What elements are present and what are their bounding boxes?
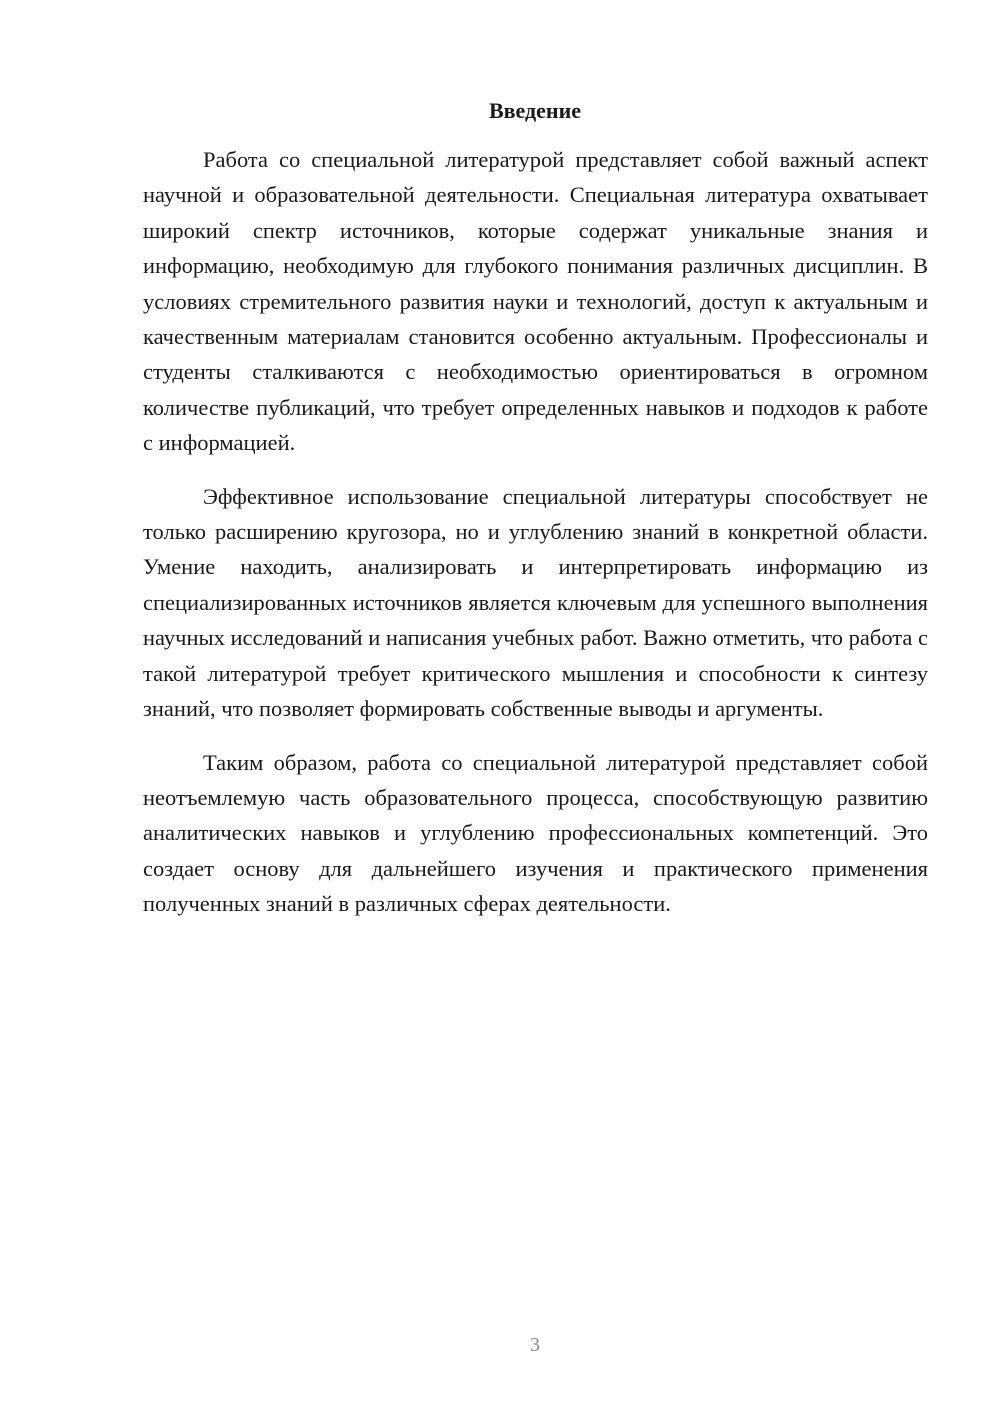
paragraph-2: Эффективное использование специальной литературы способствует не только расширению кругозора, но и углублению знаний в конкретной области. Умение находить, анализировать и интерпретировать информацию из специализированных источников является ключевым для успешного выполнения научных исследований и написания учебных работ. Важно отметить, что работа с такой литературой требует критического мышления и способности к синтезу знаний, что позволяет формировать собственные выводы и аргументы. — [143, 483, 928, 722]
paragraph-3: Таким образом, работа со специальной литературой представляет собой неотъемлемую часть образовательного процесса, способствующую развитию аналитических навыков и углублению профессиональных компетенций. Это создает основу для дальнейшего изучения и практического применения полученных знаний в различных сферах деятельности. — [143, 749, 928, 917]
section-title: Введение — [488, 98, 582, 123]
paragraph-1: Работа со специальной литературой представляет собой важный аспект научной и образовательной деятельности. Специальная литература охватывает широкий спектр источников, которые содержат уникальные знания и информацию, необходимую для глубокого понимания различных дисциплин. В условиях стремительного развития науки и технологий, доступ к актуальным и качественным материалам становится особенно актуальным. Профессионалы и студенты сталкиваются с необходимостью ориентироваться в огромном количестве публикаций, что требует определенных навыков и подходов к работе с информацией. — [143, 147, 928, 456]
page-number: 3 — [530, 1334, 540, 1356]
body-text — [143, 142, 928, 940]
